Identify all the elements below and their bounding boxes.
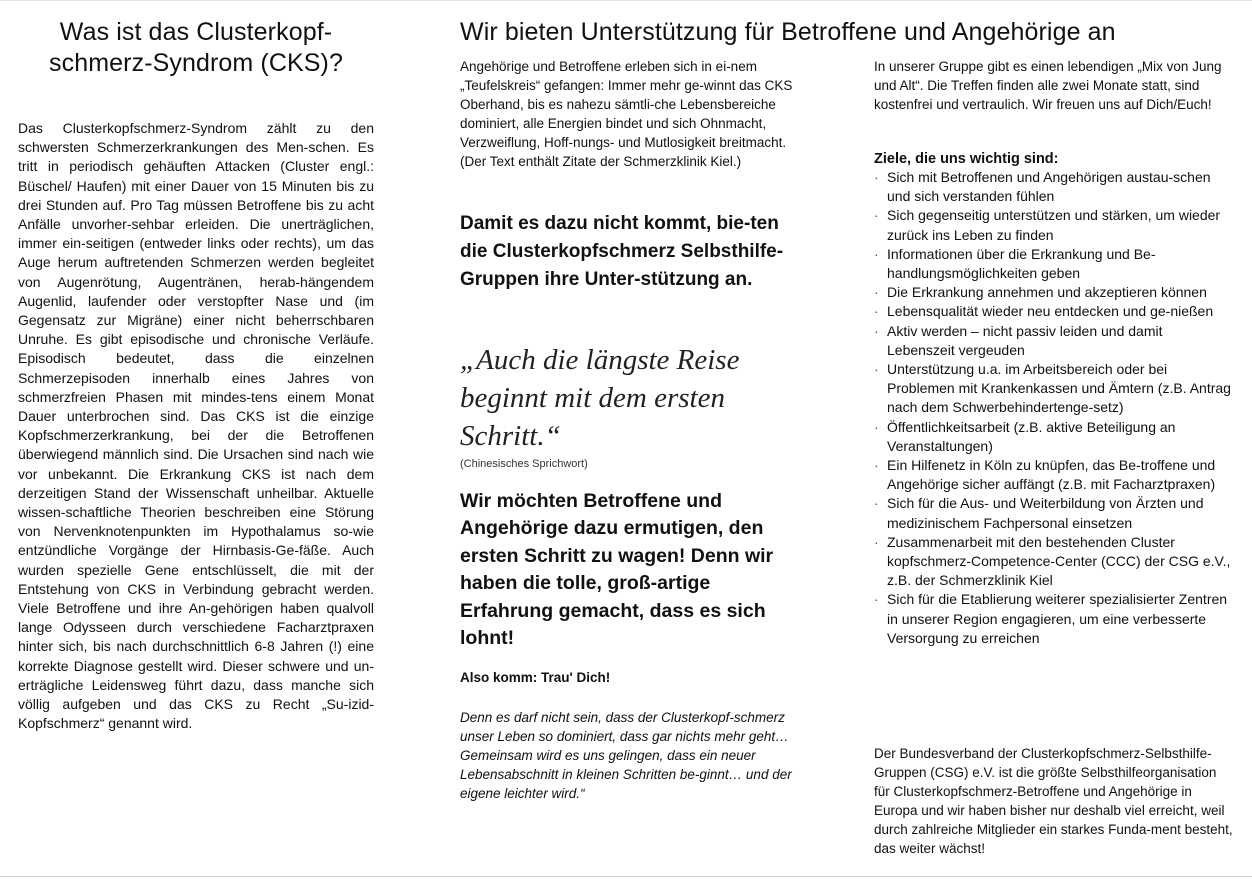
bullet-icon: · [874,533,879,550]
goal-item: · Öffentlichkeitsarbeit (z.B. aktive Beteiligung an Veranstaltungen) [874,418,1176,454]
goal-item: · Sich gegenseitig unterstützen und stärken, um wieder zurück ins Leben zu finden [874,207,1221,243]
encouragement-heading: Wir möchten Betroffene und Angehörige dazu ermutigen, den ersten Schritt zu wagen! Denn wir haben die tolle, groß-artige Erfahrung gemacht, dass es sich lohnt! [460,490,774,650]
goals-heading: Ziele, die uns wichtig sind: [874,151,1059,167]
goal-item: · Die Erkrankung annehmen und akzeptieren können [874,283,1234,302]
goal-item: · Zusammenarbeit mit den bestehenden Cluster kopfschmerz-Competence-Center (CCC) der CSG e.V., z.B. der Schmerzklinik Kiel [874,533,1231,589]
bullet-icon: · [874,322,879,339]
chinese-proverb-quote: „Auch die längste Reise beginnt mit dem ersten Schritt.“ [460,344,740,452]
bullet-icon: · [874,457,879,474]
support-offer-heading: Damit es dazu nicht kommt, bie-ten die Clusterkopfschmerz Selbsthilfe-Gruppen ihre Unter-stützung an. [460,213,784,290]
top-edge [0,0,1252,1]
bullet-icon: · [874,245,879,262]
quote-source: (Chinesisches Sprichwort) [460,458,588,470]
goal-item: · Informationen über die Erkrankung und Be-handlungsmöglichkeiten geben [874,245,1156,282]
bullet-icon: · [874,591,879,608]
vicious-circle-text: Angehörige und Betroffene erleben sich in ei-nem „Teufelskreis“ gefangen: Immer mehr ge-winnt das CKS Oberhand, bis es nahezu sämtli-che Lebensbereiche dominiert, alle Energien bindet und sich Ohnmacht, Verzweiflung, Hoff-nungs- und Mutlosigkeit breitmacht. (Der Text enthält Zitate der Schmerzklinik Kiel.) [460,59,793,169]
goal-item: · Aktiv werden – nicht passiv leiden und damit Lebenszeit vergeuden [874,322,1163,358]
goal-item: · Sich mit Betroffenen und Angehörigen austau-schen und sich verstanden fühlen [874,169,1211,205]
goal-item: · Sich für die Aus- und Weiterbildung von Ärzten und medizinischem Fachpersonal einsetzen [874,495,1204,531]
bullet-icon: · [874,284,879,301]
goal-item: · Unterstützung u.a. im Arbeitsbereich oder bei Problemen mit Krankenkassen und Ämtern (z.B. Antrag nach dem Schwerbehindertenge-setz) [874,361,1231,416]
title-support: Wir bieten Unterstützung für Betroffene und Angehörige an [460,18,1116,46]
bullet-icon: · [874,303,879,320]
bullet-icon: · [874,169,879,185]
closing-italic-text: Denn es darf nicht sein, dass der Clusterkopf-schmerz unser Leben so dominiert, dass gar nichts mehr geht… Gemeinsam wird es uns gelingen, dass ein neuer Lebensabschnitt in kleinen Schritten be-ginnt… und der eigene leichter wird.“ [460,710,792,801]
bullet-icon: · [874,495,879,512]
goal-item: · Lebensqualität wieder neu entdecken und ge-nießen [874,302,1234,321]
cks-description: Das Clusterkopfschmerz-Syndrom zählt zu den schwersten Schmerzerkrankungen des Men-schen. Es tritt in periodisch gehäuften Attacken (Cluster engl.: Büschel/ Haufen) mit einer Dauer von 15 Minuten bis zu drei Stunden auf. Pro Tag müssen Betroffene bis zu acht Anfälle unvorher-sehbar erleiden. Die unerträglichen, immer ein-seitigen (entweder links oder rechts), um das Auge herum auftretenden Schmerzen werden begleitet von Augenrötung, Augentränen, herab-hängendem Augenlid, laufender oder verstopfter Nase und (im Gegensatz zur Migräne) einer nicht beherrschbaren Unruhe. Es gibt episodische und chronische Verläufe. Episodisch bedeutet, dass die einzelnen Schmerzepisoden innerhalb eines Jahres von schmerzfreien Phasen mit mindes-tens einem Monat Dauer unterbrochen sind. Das CKS ist die einzige Kopfschmerzerkrankung, bei der die Betroffenen überwiegend männlich sind. Die Ursachen sind nach wie vor unbekannt. Die Erkrankung CKS ist nach dem derzeitigen Stand der Wissenschaft unheilbar. Aktuelle wissen-schaftliche Theorien beschreiben eine Störung von Nervenknotenpunkten im Hypothalamus so-wie entzündliche Vorgänge der Hirnbasis-Ge-fäße. Auch wurden spezielle Gene entschlüsselt, die mit der Entstehung von CKS in Verbindung gebracht werden. Viele Betroffene und ihre An-gehörigen haben qualvoll lange Odysseen durch verschiedene Facharztpraxen hinter sich, bis nach durchschnittlich 6-8 Jahren (!) eine korrekte Diagnose gestellt wird. Dieser schwere und un-erträgliche Leidensweg führt dazu, dass manche sich völlig aufgeben und das CKS zu Recht „Su-izid-Kopfschmerz“ genannt wird. [18,120,374,732]
goal-item: · Sich für die Etablierung weiterer spezialisierter Zentren in unserer Region engagieren, um eine verbesserte Versorgung zu erreichen [874,591,1228,646]
goal-item: · Ein Hilfenetz in Köln zu knüpfen, das Be-troffene und Angehörige sicher auffängt (z.B. mit Facharztpraxen) [874,457,1216,493]
federation-text: Der Bundesverband der Clusterkopfschmerz-Selbsthilfe-Gruppen (CSG) e.V. ist die größte Selbsthilfeorganisation für Clusterkopfschmerz-Betroffene und Angehörige in Europa und wir haben bisher nur deshalb viel erreicht, weil durch zahlreiche Mitglieder ein starkes Funda-ment besteht, das weiter wächst! [874,746,1233,856]
bullet-icon: · [874,361,879,378]
bottom-edge [0,876,1252,877]
goals-list [874,168,1234,648]
title-what-is-cks: Was ist das Clusterkopf-schmerz-Syndrom (CKS)? [49,18,343,77]
bullet-icon: · [874,207,879,224]
call-to-action: Also komm: Trau' Dich! [460,670,611,685]
bullet-icon: · [874,418,879,435]
group-intro-text: In unserer Gruppe gibt es einen lebendigen „Mix von Jung und Alt“. Die Treffen finden alle zwei Monate statt, sind kostenfrei und vertraulich. Wir freuen uns auf Dich/Euch! [874,59,1222,112]
